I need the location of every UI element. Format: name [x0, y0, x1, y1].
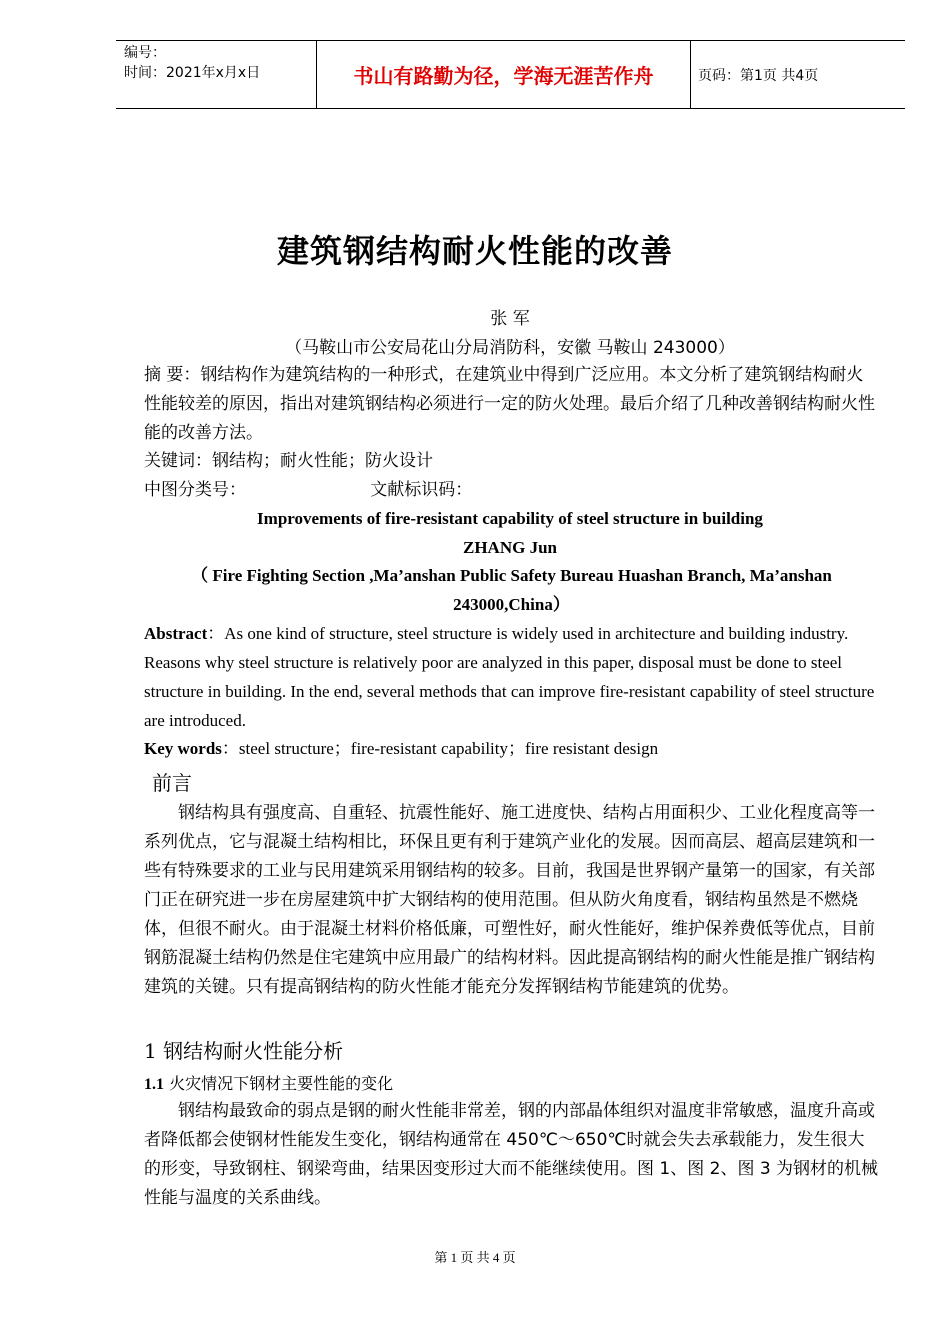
author: 张 军	[490, 309, 530, 329]
en-affiliation: （ Fire Fighting Section ,Ma’anshan Public Safety Bureau Huashan Branch, Ma’anshan 243000,China）	[191, 566, 832, 614]
document-title: 建筑钢结构耐火性能的改善	[276, 232, 673, 270]
header-page-label: 页码：第1页 共4页	[698, 67, 819, 84]
section-1-1-heading	[144, 1069, 879, 1099]
keywords-en-text: ：steel structure；fire-resistant capability；fire resistant design	[221, 739, 659, 758]
section-1-1-title: 火灾情况下钢材主要性能的变化	[164, 1074, 394, 1093]
section-preface-heading: 前言	[152, 771, 192, 795]
keywords-en	[144, 734, 879, 763]
header-meta	[124, 43, 260, 83]
keywords-en-label: Key words	[144, 739, 222, 758]
time-label: 时间：2021年x月x日	[124, 65, 261, 81]
page-footer: 第 1 页 共 4 页	[434, 1250, 516, 1265]
en-author: ZHANG Jun	[463, 538, 557, 557]
page-header	[116, 40, 905, 109]
number-label: 编号：	[124, 45, 166, 61]
affiliation: （马鞍山市公安局花山分局消防科，安徽 马鞍山 243000）	[285, 338, 735, 358]
abstract-en-label: Abstract	[144, 624, 208, 643]
section-1-1-paragraph: 钢结构最致命的弱点是钢的耐火性能非常差，钢的内部晶体组织对温度非常敏感，温度升高或者降低都会使钢材性能发生变化，钢结构通常在 450℃～650℃时就会失去承载能力，发生很大的形变，导致钢柱、钢梁弯曲，结果因变形过大而不能继续使用。图 1、图 2、图 3 为钢材的机械性能与温度的关系曲线。	[144, 1101, 879, 1208]
header-motto: 书山有路勤为径，学海无涯苦作舟	[316, 41, 691, 108]
abstract-en	[144, 619, 879, 735]
preface-paragraph: 钢结构具有强度高、自重轻、抗震性能好、施工进度快、结构占用面积少、工业化程度高等一系列优点，它与混凝土结构相比，环保且更有利于建筑产业化的发展。因而高层、超高层建筑和一些有特殊要求的工业与民用建筑采用钢结构的较多。目前，我国是世界钢产量第一的国家，有关部门正在研究进一步在房屋建筑中扩大钢结构的使用范围。但从防火角度看，钢结构虽然是不燃烧体，但很不耐火。由于混凝土材料价格低廉，可塑性好，耐火性能好，维护保养费低等优点，目前钢筋混凝土结构仍然是住宅建筑中应用最广的结构材料。因此提高钢结构的耐火性能是推广钢结构建筑的关键。只有提高钢结构的防火性能才能充分发挥钢结构节能建筑的优势。	[144, 803, 875, 997]
section-1-heading: 1 钢结构耐火性能分析	[144, 1039, 344, 1063]
abstract-en-text: ：As one kind of structure, steel structure is widely used in architecture and building industry. Reasons why steel structure is relatively poor are analyzed in this paper, disposal must be done to steel structure in building. In the end, several methods that can improve fire-resistant capability of steel structure are introduced.	[144, 624, 875, 730]
keywords-cn: 关键词：钢结构；耐火性能；防火设计	[144, 451, 433, 471]
en-title: Improvements of fire-resistant capability of steel structure in building	[257, 509, 763, 528]
abstract-cn: 摘 要：钢结构作为建筑结构的一种形式，在建筑业中得到广泛应用。本文分析了建筑钢结构耐火性能较差的原因，指出对建筑钢结构必须进行一定的防火处理。最后介绍了几种改善钢结构耐火性能的改善方法。	[144, 365, 875, 443]
section-1-1-number: 1.1	[144, 1076, 164, 1093]
classification: 中图分类号： 文献标识码：	[144, 480, 473, 500]
